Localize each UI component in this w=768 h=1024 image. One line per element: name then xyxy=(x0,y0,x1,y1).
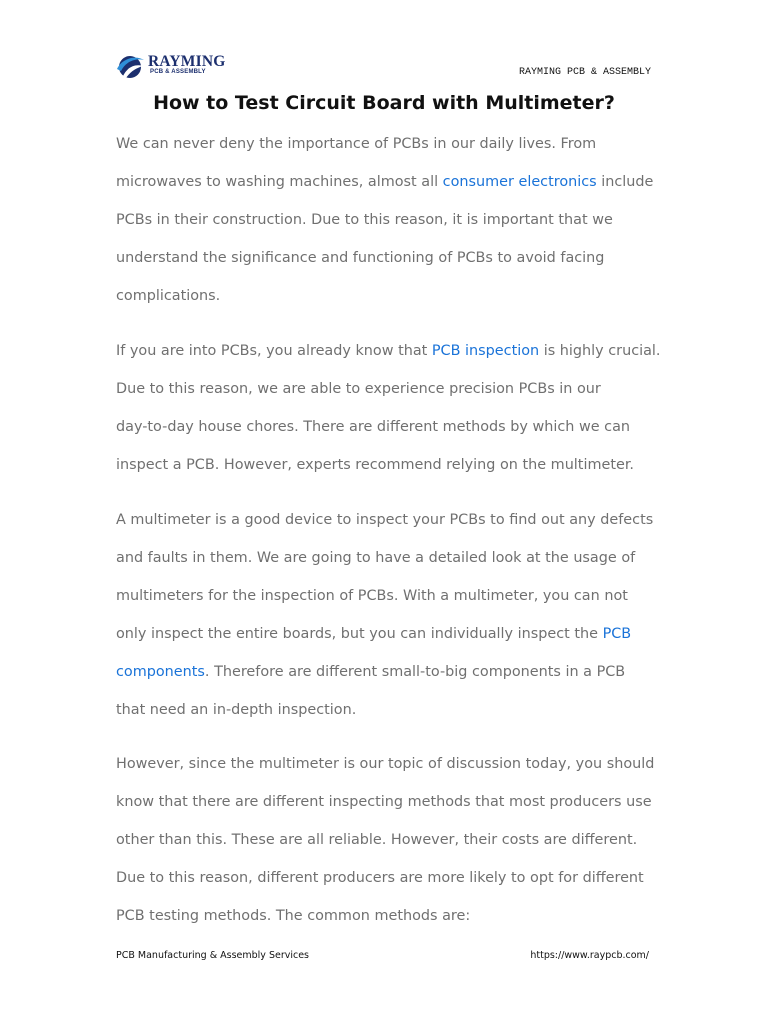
paragraph-1 xyxy=(116,125,676,315)
text-line: However, since the multimeter is our topic of discussion today, you should xyxy=(116,756,655,772)
text-line: Due to this reason, different producers are more likely to opt for different xyxy=(116,870,644,886)
text-line xyxy=(116,653,676,691)
text-line: inspect a PCB. However, experts recommend relying on the multimeter. xyxy=(116,457,634,473)
page-title: How to Test Circuit Board with Multimeter? xyxy=(153,92,615,114)
pcb-inspection-link[interactable]: PCB inspection xyxy=(431,343,540,359)
text-segment: only inspect the entire boards, but you can individually inspect the xyxy=(116,626,603,642)
text-line: know that there are different inspecting methods that most producers use xyxy=(116,794,652,810)
text-line: We can never deny the importance of PCBs in our daily lives. From xyxy=(116,136,597,152)
text-line: PCBs in their construction. Due to this reason, it is important that we xyxy=(116,212,613,228)
paragraph-2 xyxy=(116,332,676,484)
text-line: A multimeter is a good device to inspect your PCBs to find out any defects xyxy=(116,512,654,528)
text-line: that need an in-depth inspection. xyxy=(116,702,357,718)
text-line: other than this. These are all reliable. However, their costs are different. xyxy=(116,832,638,848)
header-company-name: RAYMING PCB & ASSEMBLY xyxy=(518,67,651,78)
swoosh-globe-icon xyxy=(114,52,146,82)
text-line: and faults in them. We are going to have a detailed look at the usage of xyxy=(116,550,636,566)
text-segment: is highly crucial. xyxy=(539,343,661,359)
text-segment: microwaves to washing machines, almost all xyxy=(116,174,443,190)
text-line: day-to-day house chores. There are different methods by which we can xyxy=(116,419,631,435)
text-line: Due to this reason, we are able to experience precision PCBs in our xyxy=(116,381,601,397)
logo-subtitle: PCB & ASSEMBLY xyxy=(150,69,206,75)
text-line xyxy=(116,615,676,653)
consumer-electronics-link[interactable]: consumer electronics xyxy=(442,174,597,190)
footer-url-link[interactable]: https://www.raypcb.com/ xyxy=(530,950,649,961)
text-line: complications. xyxy=(116,288,221,304)
footer-services: PCB Manufacturing & Assembly Services xyxy=(116,950,310,961)
text-segment: include xyxy=(596,174,654,190)
text-segment: . Therefore are different small-to-big components in a PCB xyxy=(204,664,626,680)
paragraph-3 xyxy=(116,501,676,729)
text-line: PCB testing methods. The common methods are: xyxy=(116,908,471,924)
text-line: multimeters for the inspection of PCBs. With a multimeter, you can not xyxy=(116,588,628,604)
text-line xyxy=(116,163,676,201)
logo-name: RAYMING xyxy=(148,53,226,70)
text-line xyxy=(116,332,676,370)
pcb-components-link[interactable]: components xyxy=(116,664,205,680)
text-segment: If you are into PCBs, you already know that xyxy=(116,343,432,359)
paragraph-4 xyxy=(116,745,676,935)
rayming-logo xyxy=(114,52,224,82)
text-line: understand the significance and functioning of PCBs to avoid facing xyxy=(116,250,605,266)
pcb-components-link[interactable]: PCB xyxy=(602,626,632,642)
